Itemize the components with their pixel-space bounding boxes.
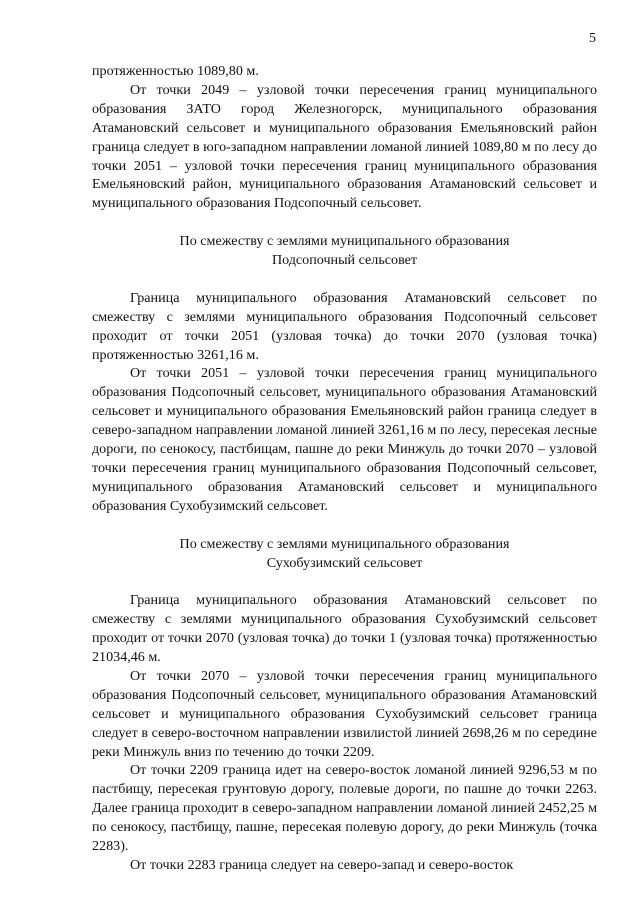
paragraph: От точки 2051 – узловой точки пересечения границ муниципального образования Подсопочный сельсовет, муниципального образования Атамановский сельсовет и муниципального образования Емельяновский район граница следует в северо-западном направлении ломаной линией 3261,16 м по лесу, пересекая лесные дороги, по сенокосу, пастбищам, пашне до реки Минжуль до точки 2070 – узловой точки пересечения границ муниципального образования Подсопочный сельсовет, муниципального образования Атамановский сельсовет и муниципального образования Сухобузимский сельсовет. [92, 365, 597, 514]
section-heading-line: Подсопочный сельсовет [271, 252, 418, 269]
paragraph: протяженностью 1089,80 м. [92, 63, 259, 79]
paragraph: От точки 2283 граница следует на северо-запад и северо-восток [130, 857, 514, 873]
paragraph: Граница муниципального образования Атамановский сельсовет по смежеству с землями муниципального образования Подсопочный сельсовет проходит от точки 2051 (узловая точка) до точки 2070 (узловая точка) протяженностью 3261,16 м. [92, 289, 597, 363]
section-heading-line: По смежеству с землями муниципального образования [179, 233, 510, 250]
section-heading-line: По смежеству с землями муниципального образования [179, 535, 510, 552]
section-heading [92, 232, 597, 270]
paragraph: От точки 2070 – узловой точки пересечения границ муниципального образования Подсопочный сельсовет, муниципального образования Атамановский сельсовет и муниципального образования Сухобузимский сельсовет граница следует в северо-восточном направлении извилистой линией 2698,26 м по середине реки Минжуль вниз по течению до точки 2209. [92, 667, 597, 760]
document-body [92, 62, 597, 875]
blank-line [92, 572, 597, 591]
section-heading [92, 535, 597, 573]
blank-line [92, 213, 597, 232]
paragraph: Граница муниципального образования Атамановский сельсовет по смежеству с землями муниципального образования Сухобузимский сельсовет проходит от точки 2070 (узловая точка) до точки 1 (узловая точка) протяженностью 21034,46 м. [92, 592, 597, 666]
section-heading-line: Сухобузимский сельсовет [266, 554, 423, 571]
blank-line [92, 516, 597, 535]
blank-line [92, 270, 597, 289]
paragraph: От точки 2209 граница идет на северо-восток ломаной линией 9296,53 м по пастбищу, пересекая грунтовую дорогу, полевые дороги, по пашне до точки 2263. Далее граница проходит в северо-западном направлении ломаной линией 2452,25 м по сенокосу, пастбищу, пашне, пересекая полевую дорогу, до реки Минжуль (точка 2283). [92, 762, 597, 855]
paragraph: От точки 2049 – узловой точки пересечения границ муниципального образования ЗАТО город Железногорск, муниципального образования Атамановский сельсовет и муниципального образования Емельяновский район граница следует в юго-западном направлении ломаной линией 1089,80 м по лесу до точки 2051 – узловой точки пересечения границ муниципального образования Емельяновский район, муниципального образования Атамановский сельсовет и муниципального образования Подсопочный сельсовет. [92, 81, 597, 212]
page-number: 5 [589, 31, 596, 46]
